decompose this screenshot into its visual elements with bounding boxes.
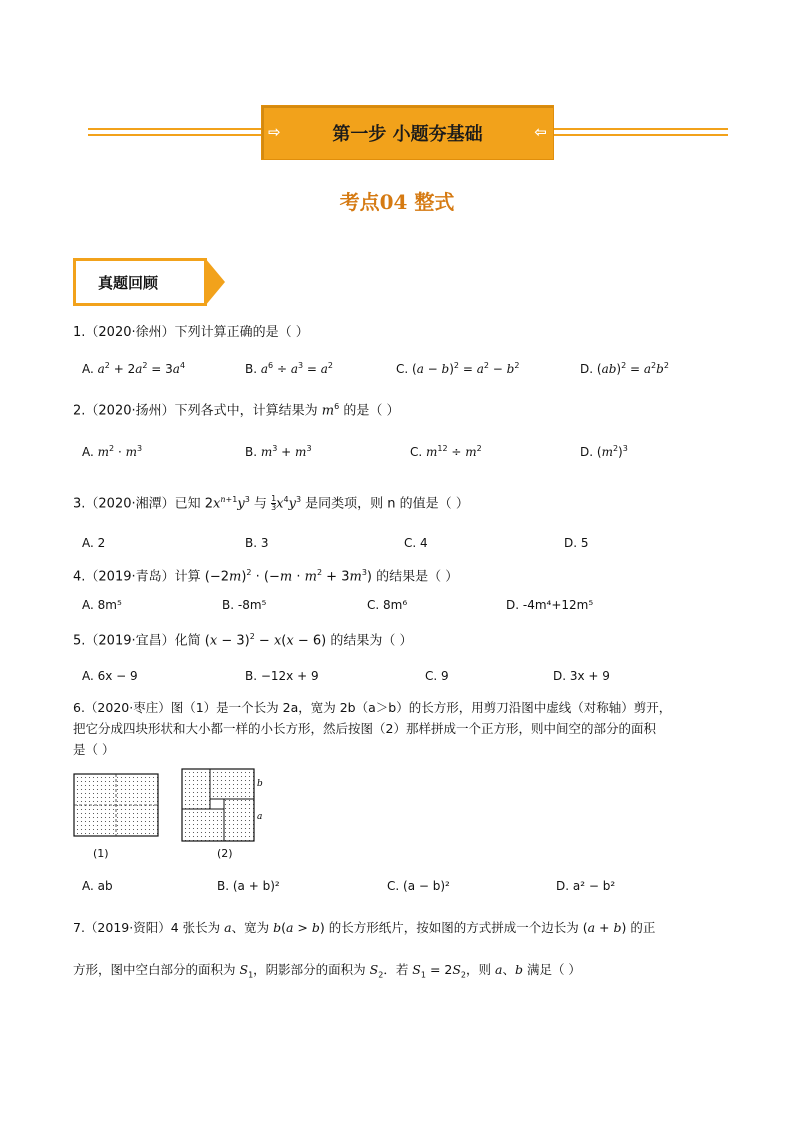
section-tag-arrow xyxy=(205,258,225,306)
section-tag-label: 真题回顾 xyxy=(98,274,159,292)
q7-line-1: 7.（2019·资阳）4 张长为 a、宽为 b(a > b) 的长方形纸片，按如图的方式拼成一个边长为 (a + b) 的正 xyxy=(73,920,656,935)
banner xyxy=(261,105,554,160)
q2-option-a: A. $m^2 \cdot m^3$ xyxy=(82,444,143,459)
q5-option-b: B. −12x + 9 xyxy=(245,669,319,683)
banner-rule-left-top xyxy=(88,128,261,130)
q6-line-1: 6.（2020·枣庄）图（1）是一个长为 2a，宽为 2b（a＞b）的长方形，用剪刀沿图中虚线（对称轴）剪开， xyxy=(73,700,672,715)
q3-option-b: B. 3 xyxy=(245,536,269,550)
q4-option-c: C. 8m⁶ xyxy=(367,598,408,612)
q5-option-d: D. 3x + 9 xyxy=(553,669,610,683)
q5-stem: 5.（2019·宜昌）化简 $(x - 3)^2 - x(x - 6)$ 的结果为（ ） xyxy=(73,632,413,649)
q1-option-a: A. $a^2 + 2a^2 = 3a^4$ xyxy=(82,361,186,376)
q2-option-b: B. $m^3 + m^3$ xyxy=(245,444,312,459)
q2-option-c: C. $m^{12} \div m^2$ xyxy=(410,444,482,459)
q6-figure-1 xyxy=(72,772,162,840)
q2-stem: 2.（2020·扬州）下列各式中，计算结果为 $m^6$ 的是（ ） xyxy=(73,402,400,419)
page-subtitle: 考点04 整式 xyxy=(339,190,455,214)
q6-figure-2-label-b: b xyxy=(257,779,263,789)
banner-rule-right-bottom xyxy=(554,134,728,136)
q5-option-a: A. 6x − 9 xyxy=(82,669,138,683)
q6-figure-2-label-a: a xyxy=(257,812,263,822)
q4-option-a: A. 8m⁵ xyxy=(82,598,122,612)
left-arrow-icon: ⇦ xyxy=(534,123,547,141)
q3-option-c: C. 4 xyxy=(404,536,428,550)
q6-figure-1-caption: (1) xyxy=(93,847,109,860)
q1-option-c: C. $(a - b)^2 = a^2 - b^2$ xyxy=(396,361,520,376)
q5-option-c: C. 9 xyxy=(425,669,449,683)
q6-line-2: 把它分成四块形状和大小都一样的小长方形，然后按图（2）那样拼成一个正方形，则中间空的部分的面积 xyxy=(73,721,656,736)
q4-option-d: D. -4m⁴+12m⁵ xyxy=(506,598,594,612)
q3-stem: 3.（2020·湘潭）已知 $2x^{n+1}y^3$ 与 $\frac{1}{3}$ $x^4y^3$ 是同类项，则 n 的值是（ ） xyxy=(73,494,469,513)
banner-title: 第一步 小题夯基础 xyxy=(332,124,483,145)
q1-stem: 1.（2020·徐州）下列计算正确的是（ ） xyxy=(73,325,309,340)
q3-option-a: A. 2 xyxy=(82,536,106,550)
right-arrow-icon: ⇨ xyxy=(268,123,281,141)
q4-option-b: B. -8m⁵ xyxy=(222,598,267,612)
q4-stem: 4.（2019·青岛）计算 $(-2m)^2 \cdot (-m \cdot m^2 + 3m^3)$ 的结果是（ ） xyxy=(73,568,459,585)
banner-rule-right-top xyxy=(554,128,728,130)
q6-option-a: A. ab xyxy=(82,879,113,893)
q1-option-b: B. $a^6 \div a^3 = a^2$ xyxy=(245,361,333,376)
q6-figure-2 xyxy=(180,767,270,843)
q3-option-d: D. 5 xyxy=(564,536,589,550)
q6-option-d: D. a² − b² xyxy=(556,879,616,893)
q6-option-b: B. (a + b)² xyxy=(217,879,280,893)
banner-rule-left-bottom xyxy=(88,134,261,136)
q6-figure-2-caption: (2) xyxy=(217,847,233,860)
q2-option-d: D. $(m^2)^3$ xyxy=(580,444,628,459)
q7-line-2: 方形，图中空白部分的面积为 $S_1$，阴影部分的面积为 $S_2$．若 $S_1 = 2S_2$，则 a、b 满足（ ） xyxy=(73,962,581,980)
q6-line-3: 是（ ） xyxy=(73,742,115,757)
q1-option-d: D. $(ab)^2 = a^2b^2$ xyxy=(580,361,669,376)
q6-option-c: C. (a − b)² xyxy=(387,879,450,893)
